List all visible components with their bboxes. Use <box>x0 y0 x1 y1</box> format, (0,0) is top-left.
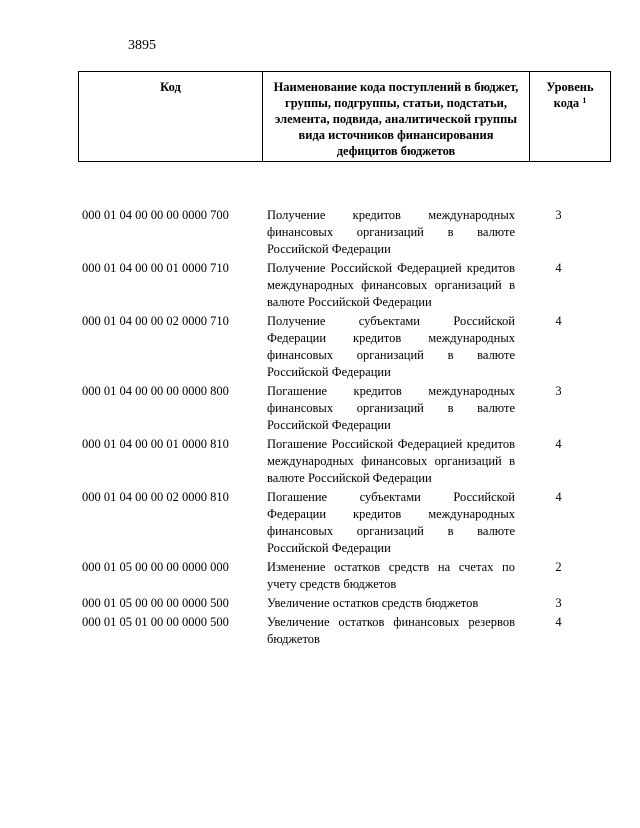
row-name: Увеличение остатков средств бюджетов <box>267 596 479 610</box>
row-code: 000 01 05 00 00 00 0000 000 <box>82 560 229 574</box>
table-row <box>82 614 592 648</box>
row-code: 000 01 04 00 00 00 0000 800 <box>82 384 229 398</box>
column-header-table <box>78 71 611 162</box>
row-name: Погашение субъектами Российской Федерации кредитов международных финансовых организаций в валюте Российской Федерации <box>267 490 515 555</box>
row-code: 000 01 05 00 00 00 0000 500 <box>82 596 229 610</box>
table-row <box>82 260 592 311</box>
row-level: 3 <box>555 596 562 610</box>
row-level: 4 <box>555 615 562 629</box>
table-row <box>82 559 592 593</box>
row-code: 000 01 05 01 00 00 0000 500 <box>82 615 229 629</box>
page-number: 3895 <box>128 38 156 53</box>
table-row <box>82 595 592 612</box>
row-name: Изменение остатков средств на счетах по учету средств бюджетов <box>267 560 515 591</box>
row-level: 4 <box>555 437 562 451</box>
row-level: 4 <box>555 314 562 328</box>
row-name: Получение кредитов международных финансовых организаций в валюте Российской Федерации <box>267 208 515 256</box>
row-code: 000 01 04 00 00 01 0000 710 <box>82 261 229 275</box>
header-row <box>79 72 611 162</box>
row-code: 000 01 04 00 00 02 0000 810 <box>82 490 229 504</box>
row-level: 4 <box>555 261 562 275</box>
row-name: Получение Российской Федерацией кредитов международных финансовых организаций в валюте Российской Федерации <box>267 261 515 309</box>
row-level: 4 <box>555 490 562 504</box>
table-body <box>82 207 592 650</box>
table-row <box>82 383 592 434</box>
header-level-footnote: 1 <box>582 96 587 105</box>
row-name: Погашение Российской Федерацией кредитов международных финансовых организаций в валюте Российской Федерации <box>267 437 515 485</box>
row-code: 000 01 04 00 00 00 0000 700 <box>82 208 229 222</box>
table-row <box>82 489 592 557</box>
header-level <box>530 72 611 162</box>
row-name: Увеличение остатков финансовых резервов бюджетов <box>267 615 515 646</box>
row-code: 000 01 04 00 00 02 0000 710 <box>82 314 229 328</box>
table-row <box>82 436 592 487</box>
row-name: Погашение кредитов международных финансовых организаций в валюте Российской Федерации <box>267 384 515 432</box>
row-code: 000 01 04 00 00 01 0000 810 <box>82 437 229 451</box>
table-row <box>82 313 592 381</box>
row-level: 3 <box>555 208 562 222</box>
header-level-label: Уровень кода <box>546 80 594 110</box>
header-name: Наименование кода поступлений в бюджет, группы, подгруппы, статьи, подстатьи, элемента, подвида, аналитической группы вида источников финансирования дефицитов бюджетов <box>263 72 530 162</box>
table-row <box>82 207 592 258</box>
row-name: Получение субъектами Российской Федерации кредитов международных финансовых организаций в валюте Российской Федерации <box>267 314 515 379</box>
row-level: 2 <box>555 560 562 574</box>
row-level: 3 <box>555 384 562 398</box>
header-code: Код <box>79 72 263 162</box>
